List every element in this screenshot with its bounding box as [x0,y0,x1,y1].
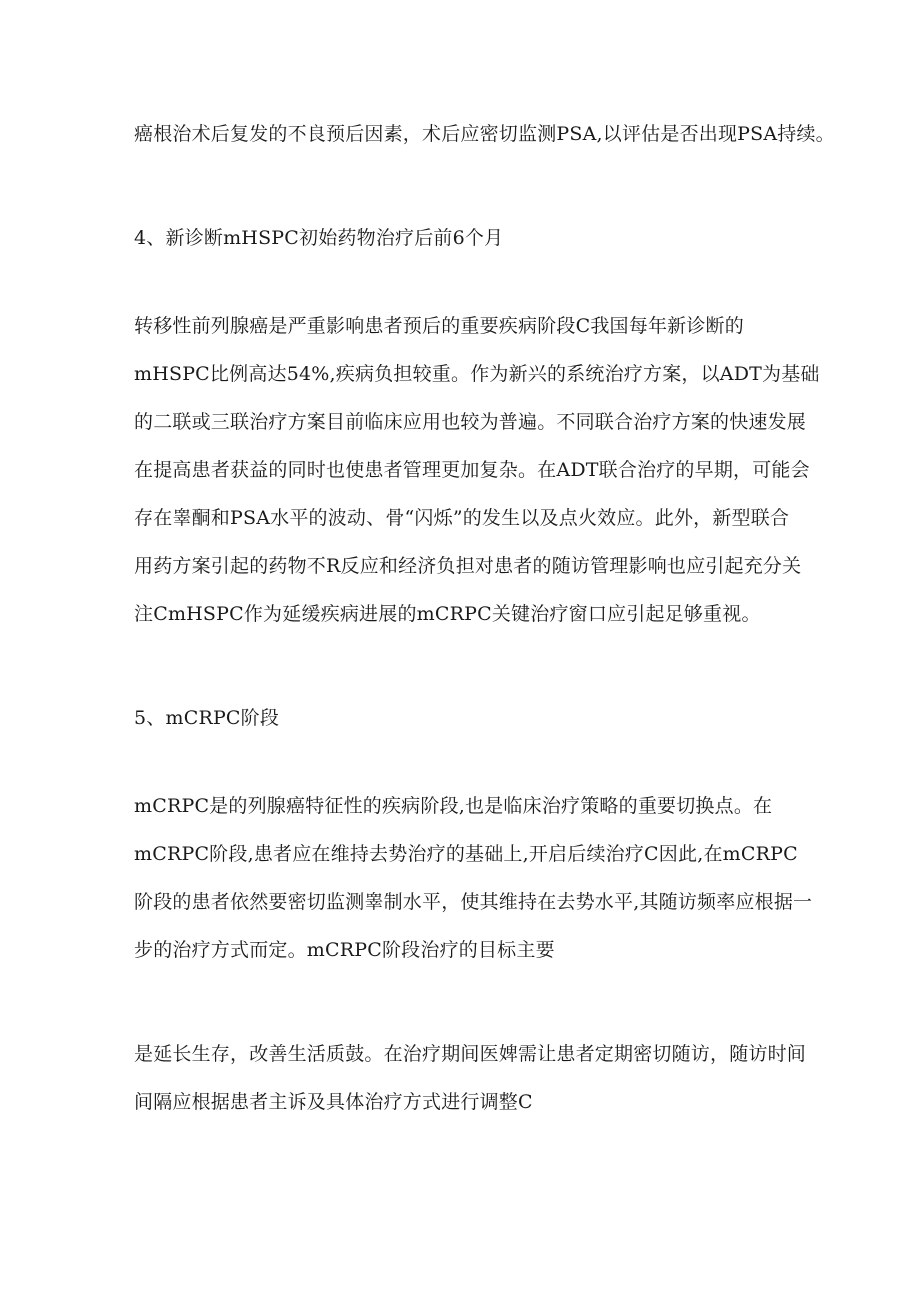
paragraph-3-line-1: 是延长生存，改善生活质鼓。在治疗期间医婢需让患者定期密切随访，随访时间 [134,1043,807,1065]
paragraph-2-line-1: mCRPC是的列腺癌特征性的疾病阶段,也是临床治疗策略的重要切换点。在 [134,795,773,817]
paragraph-1-line-2: mHSPC比例高达54%,疾病负担较重。作为新兴的系统治疗方案，以ADT为基础 [134,363,820,385]
section-heading-5: 5、mCRPC阶段 [134,707,280,729]
text-line-continuation: 癌根治术后复发的不良预后因素，术后应密切监测PSA,以评估是否出现PSA持续。 [134,123,835,145]
section-heading-4: 4、新诊断mHSPC初始药物治疗后前6个月 [134,227,504,249]
paragraph-1-line-1: 转移性前列腺癌是严重影响患者预后的重要疾病阶段C我国每年新诊断的 [134,315,744,337]
paragraph-2-line-4: 步的治疗方式而定。mCRPC阶段治疗的目标主要 [134,939,555,961]
paragraph-1-line-4: 在提高患者获益的同时也使患者管理更加复杂。在ADT联合治疗的早期，可能会 [134,459,810,481]
paragraph-1-line-5: 存在睾酮和PSA水平的波动、骨“闪烁”的发生以及点火效应。此外，新型联合 [134,507,790,529]
paragraph-2-line-3: 阶段的患者依然要密切监测睾制水平，使其维持在去势水平,其随访频率应根据一 [134,891,813,913]
paragraph-1-line-3: 的二联或三联治疗方案目前临床应用也较为普遍。不同联合治疗方案的快速发展 [134,411,807,433]
paragraph-1-line-7: 注CmHSPC作为延缓疾病进展的mCRPC关键治疗窗口应引起足够重视。 [134,603,761,625]
paragraph-2-line-2: mCRPC阶段,患者应在维持去势治疗的基础上,开启后续治疗C因此,在mCRPC [134,843,798,865]
paragraph-3-line-2: 间隔应根据患者主诉及具体治疗方式进行调整C [134,1091,533,1113]
paragraph-1-line-6: 用药方案引起的药物不R反应和经济负担对患者的随访管理影响也应引起充分关 [134,555,802,577]
